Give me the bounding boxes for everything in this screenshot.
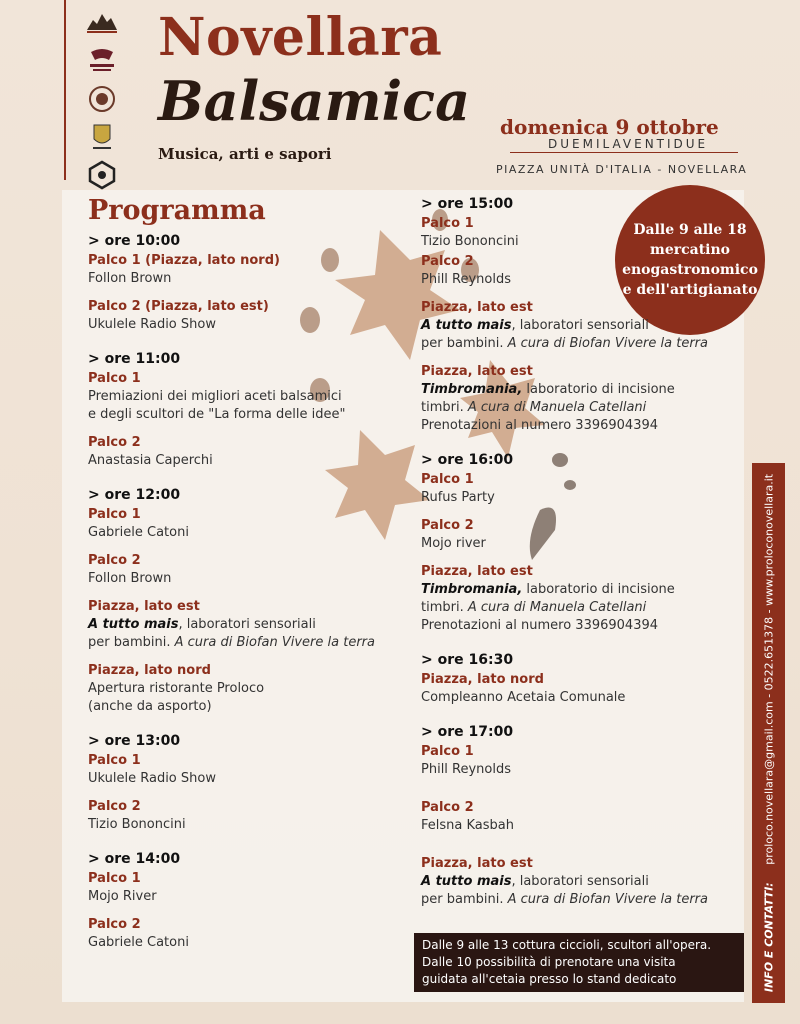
act-name: Mojo River [88, 889, 157, 904]
activity-text: timbri. [421, 400, 468, 415]
activity-text: , laboratori sensoriali [511, 318, 649, 333]
comune-logo [84, 122, 120, 152]
activity-text: per bambini. [421, 892, 508, 907]
market-badge-line3: enogastronomico [622, 262, 758, 278]
act-name: Tizio Bononcini [421, 234, 519, 249]
time-1700: > ore 17:00 [421, 724, 514, 740]
activity-desc [421, 581, 741, 599]
stage-label: Palco 2 [88, 435, 141, 450]
activity-title: Timbromania, [421, 382, 523, 397]
act-name: Rufus Party [421, 490, 495, 505]
time-1500: > ore 15:00 [421, 196, 514, 212]
event-date: domenica 9 ottobre [500, 115, 719, 139]
time-1100: > ore 11:00 [88, 351, 181, 367]
activity-text: laboratorio di incisione [522, 582, 675, 597]
act-name: Tizio Bononcini [88, 817, 186, 832]
activity-desc [421, 599, 741, 617]
activity-desc [421, 399, 741, 417]
activity-title: A tutto mais [88, 617, 179, 632]
activity-text: , laboratori sensoriali [178, 617, 316, 632]
event-year: DUEMILAVENTIDUE [548, 137, 709, 151]
stage-label: Palco 2 [421, 800, 474, 815]
stage-label: Palco 1 [88, 871, 141, 886]
stage-label: Piazza, lato est [421, 856, 533, 871]
stage-label: Palco 2 [421, 254, 474, 269]
programme-left-column [88, 232, 408, 952]
activity-title: A tutto mais [421, 874, 512, 889]
market-badge-line1: Dalle 9 alle 18 [633, 222, 747, 238]
stage-label: Palco 1 [421, 744, 474, 759]
stage-label: Palco 2 [88, 553, 141, 568]
sponsor-logos [78, 8, 126, 198]
act-name: Gabriele Catoni [88, 935, 189, 950]
activity-title: A tutto mais [421, 318, 512, 333]
act-name: Gabriele Catoni [88, 525, 189, 540]
stage-label: Palco 1 [88, 753, 141, 768]
event-place: PIAZZA UNITÀ D'ITALIA - NOVELLARA [496, 163, 748, 176]
header-divider [64, 0, 66, 180]
activity-title: Timbromania, [421, 582, 523, 597]
time-1300: > ore 13:00 [88, 733, 181, 749]
activity-note: A cura di Biofan Vivere la terra [507, 892, 708, 907]
activity-desc [421, 317, 741, 335]
time-1200: > ore 12:00 [88, 487, 181, 503]
activity-text: , laboratori sensoriali [511, 874, 649, 889]
stage-label: Piazza, lato est [421, 300, 533, 315]
act-name: Apertura ristorante Proloco [88, 681, 265, 696]
date-divider [510, 152, 738, 153]
act-name: Ukulele Radio Show [88, 317, 216, 332]
stage-label: Palco 2 [421, 518, 474, 533]
stage-label: Piazza, lato est [421, 364, 533, 379]
activity-desc [88, 634, 408, 652]
act-name: Follon Brown [88, 271, 172, 286]
activity-desc [88, 616, 408, 634]
notes-box [414, 933, 744, 992]
stage-label: Palco 1 (Piazza, lato nord) [88, 253, 280, 268]
activity-note: A cura di Manuela Catellani [467, 600, 647, 615]
act-name: Premiazioni dei migliori aceti balsamici [88, 389, 342, 404]
hexagon-logo [84, 160, 120, 190]
info-contacts-bar [752, 463, 785, 1003]
activity-note: A cura di Biofan Vivere la terra [507, 336, 708, 351]
booking-phone: Prenotazioni al numero 3396904394 [421, 618, 659, 633]
seal-logo [84, 84, 120, 114]
activity-text: laboratorio di incisione [522, 382, 675, 397]
activity-note: A cura di Biofan Vivere la terra [174, 635, 375, 650]
stage-label: Piazza, lato nord [421, 672, 544, 687]
act-name: Compleanno Acetaia Comunale [421, 690, 626, 705]
note-line: guidata all'cetaia presso lo stand dedicato [422, 972, 677, 986]
act-name: Felsna Kasbah [421, 818, 514, 833]
time-1600: > ore 16:00 [421, 452, 514, 468]
act-name: Mojo river [421, 536, 486, 551]
time-1000: > ore 10:00 [88, 233, 181, 249]
activity-desc [421, 381, 741, 399]
time-1630: > ore 16:30 [421, 652, 514, 668]
stage-label: Palco 2 [88, 799, 141, 814]
act-name: Ukulele Radio Show [88, 771, 216, 786]
stage-label: Palco 1 [88, 371, 141, 386]
title-line1: Novellara [158, 7, 443, 68]
acetaia-logo [84, 46, 120, 76]
title-line2: Balsamica [158, 69, 471, 133]
stage-label: Piazza, lato est [88, 599, 200, 614]
activity-text: timbri. [421, 600, 468, 615]
proloco-logo [84, 8, 120, 38]
act-name: (anche da asporto) [88, 699, 212, 714]
activity-text: per bambini. [88, 635, 175, 650]
subtitle: Musica, arti e sapori [158, 145, 332, 163]
activity-desc [421, 891, 741, 909]
booking-phone: Prenotazioni al numero 3396904394 [421, 418, 659, 433]
note-line: Dalle 9 alle 13 cottura ciccioli, scultori all'opera. [422, 938, 712, 952]
activity-desc [421, 873, 741, 891]
programme-right-column [421, 195, 741, 909]
time-1400: > ore 14:00 [88, 851, 181, 867]
stage-label: Palco 2 (Piazza, lato est) [88, 299, 269, 314]
stage-label: Piazza, lato nord [88, 663, 211, 678]
activity-text: per bambini. [421, 336, 508, 351]
stage-label: Palco 1 [421, 472, 474, 487]
market-badge-line2: mercatino [650, 242, 730, 258]
note-line: Dalle 10 possibilità di prenotare una visita [422, 955, 676, 969]
activity-note: A cura di Manuela Catellani [467, 400, 647, 415]
contact-details: proloco.novellara@gmail.com - 0522.651378 - www.proloconovellara.it [762, 473, 775, 865]
programme-title: Programma [88, 195, 266, 226]
act-name: e degli scultori de "La forma delle idee" [88, 407, 346, 422]
act-name: Anastasia Caperchi [88, 453, 213, 468]
activity-desc [421, 335, 741, 353]
info-label: INFO E CONTATTI: [762, 882, 775, 993]
stage-label: Palco 1 [421, 216, 474, 231]
stage-label: Palco 1 [88, 507, 141, 522]
act-name: Follon Brown [88, 571, 172, 586]
stage-label: Palco 2 [88, 917, 141, 932]
stage-label: Piazza, lato est [421, 564, 533, 579]
market-badge-line4: e dell'artigianato [622, 282, 758, 298]
act-name: Phill Reynolds [421, 272, 512, 287]
act-name: Phill Reynolds [421, 762, 512, 777]
